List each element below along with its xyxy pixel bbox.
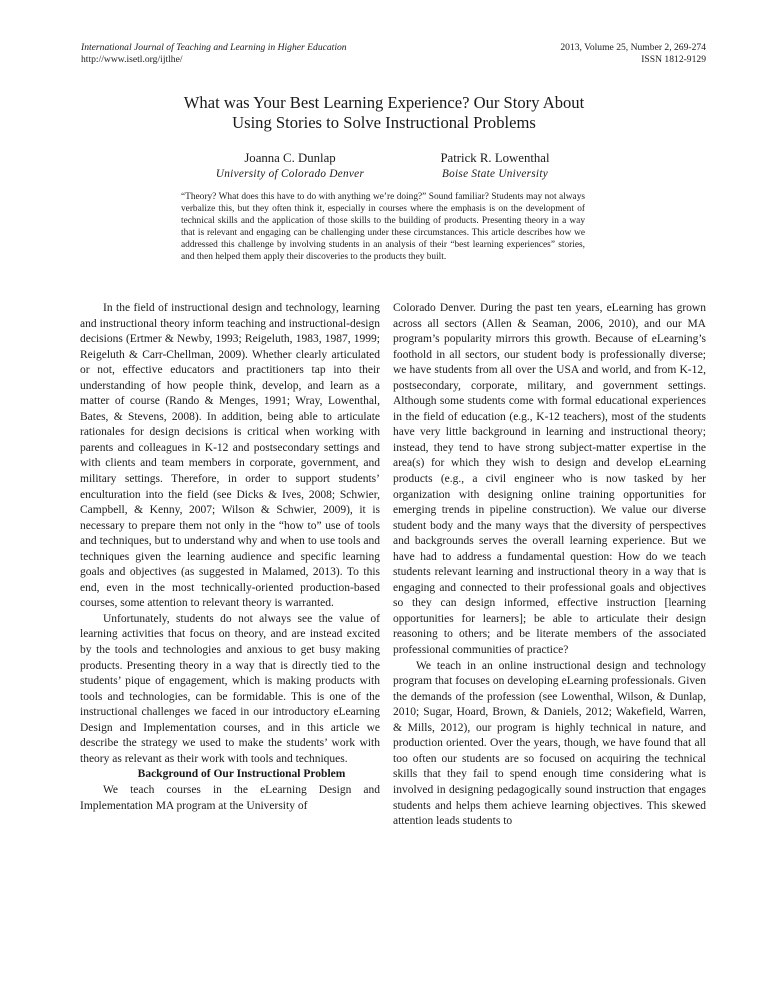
journal-name: International Journal of Teaching and Learning in Higher Education: [81, 42, 347, 53]
author-name: Patrick R. Lowenthal: [440, 151, 550, 165]
title-line-1: What was Your Best Learning Experience? Our Story About: [183, 93, 585, 112]
left-column: [80, 301, 380, 814]
body-paragraph: In the field of instructional design and technology, learning and instructional theory inform teaching and instructional-design decisions (Ertmer & Newby, 1993; Reigeluth, 1983, 1987, 1999; Reigeluth & Carr-Chellman, 2009). Whether clearly articulated or not, effective educators and practitioners tap into their understanding of how people think, develop, and learn as a matter of course (Rando & Menges, 1991; Wray, Lowenthal, Bates, & Stevens, 2008). In addition, being able to articulate rationales for design decisions is critical when working with parents and colleagues in K-12 and postsecondary settings and with clients and team members in corporate, government, and military settings. Therefore, in order to support students’ enculturation into the field (see Dicks & Ives, 2008; Schwier, Campbell, & Kenny, 2007; Wilson & Schwier, 2009), it is necessary to prepare them not only in the “how to” use of tools and techniques, but to understand why and when to use tools and techniques given the learning audience and specific learning goals and objectives (as suggested in Malamed, 2013). To this end, even in the most technically-oriented production-based courses, some attention to relevant theory is warranted.: [80, 302, 380, 610]
author-block: [390, 150, 600, 182]
issn: ISSN 1812-9129: [641, 54, 706, 65]
section-heading: Background of Our Instructional Problem: [137, 768, 346, 781]
issue-info: [560, 42, 706, 66]
volume-info: 2013, Volume 25, Number 2, 269-274: [560, 42, 706, 53]
journal-info: [81, 42, 347, 66]
body-paragraph-continued: Colorado Denver. During the past ten years, eLearning has grown across all sectors (Allen & Seaman, 2006, 2010), and our MA program’s popularity mirrors this growth. Because of eLearning’s foothold in all sectors, our student body is professionally diverse; we have students from all over the USA and world, and from K-12, postsecondary, corporate, military, and government settings. Although some students come with formal educational experiences in the field of education (e.g., K-12 teachers), most of the students have very little background in learning and instructional theory; instead, they tend to have strong subject-matter expertise in the area(s) for which they wish to design and develop eLearning products (e.g., a civil engineer who is now tasked by her organization with designing online training opportunities for emerging trends in pipeline construction). We value our diverse student body and the many ways that the diversity of perspectives and backgrounds serves the overall learning experience. But we have had to address a fundamental question: How do we teach students relevant learning and instructional theory in a way that is engaging and connected to their professional goals and objectives so they can design informed, effective instruction [learning opportunities for learners]; be able to articulate their design reasoning to others; and be literate members of the associated professional communities of practice?: [393, 302, 706, 657]
right-column: [393, 301, 706, 830]
author-name: Joanna C. Dunlap: [244, 151, 336, 165]
abstract: “Theory? What does this have to do with anything we’re doing?” Sound familiar? Students may not always verbalize this, but they often think it, especially in courses where the emphasis is on the development of technical skills and the application of those skills to the building of products. Presenting theory in a way that is relevant and engaging can be challenging under these circumstances. This article describes how we addressed this challenge by involving students in an analysis of their “best learning experiences” stories, and then helped them apply their discoveries to the products they built.: [181, 192, 585, 262]
body-paragraph: Unfortunately, students do not always see the value of learning activities that focus on theory, and are instead excited by the tools and technologies and anxious to get busy making products. Presenting theory in a way that is directly tied to the students’ pique of engagement, which is making products with tools and technologies, can be formidable. This is one of the instructional challenges we faced in our introductory eLearning Design and Implementation courses, and in this article we describe the strategy we used to make the students’ work with theory as relevant as their work with tools and techniques.: [80, 612, 380, 765]
body-paragraph: We teach courses in the eLearning Design and Implementation MA program at the University of: [80, 783, 380, 812]
journal-url: http://www.isetl.org/ijtlhe/: [81, 54, 183, 65]
author-affiliation: University of Colorado Denver: [215, 168, 365, 180]
title-line-2: Using Stories to Solve Instructional Problems: [232, 112, 536, 132]
author-affiliation: Boise State University: [441, 168, 549, 180]
author-block: [185, 150, 395, 182]
article-title: [120, 93, 648, 132]
body-paragraph: We teach in an online instructional design and technology program that focuses on developing eLearning professionals. Given the demands of the profession (see Lowenthal, Wilson, & Dunlap, 2010; Sugar, Hoard, Brown, & Daniels, 2012; Wakefield, Warren, & Mills, 2012), our program is highly technical in nature, and production oriented. Over the years, though, we have found that all too often our students are so focused on acquiring the technical skills that they fail to spend enough time considering what is involved in designing pedagogically sound instruction that engages students and helps them achieve learning objectives. This skewed attention leads students to: [393, 659, 706, 828]
